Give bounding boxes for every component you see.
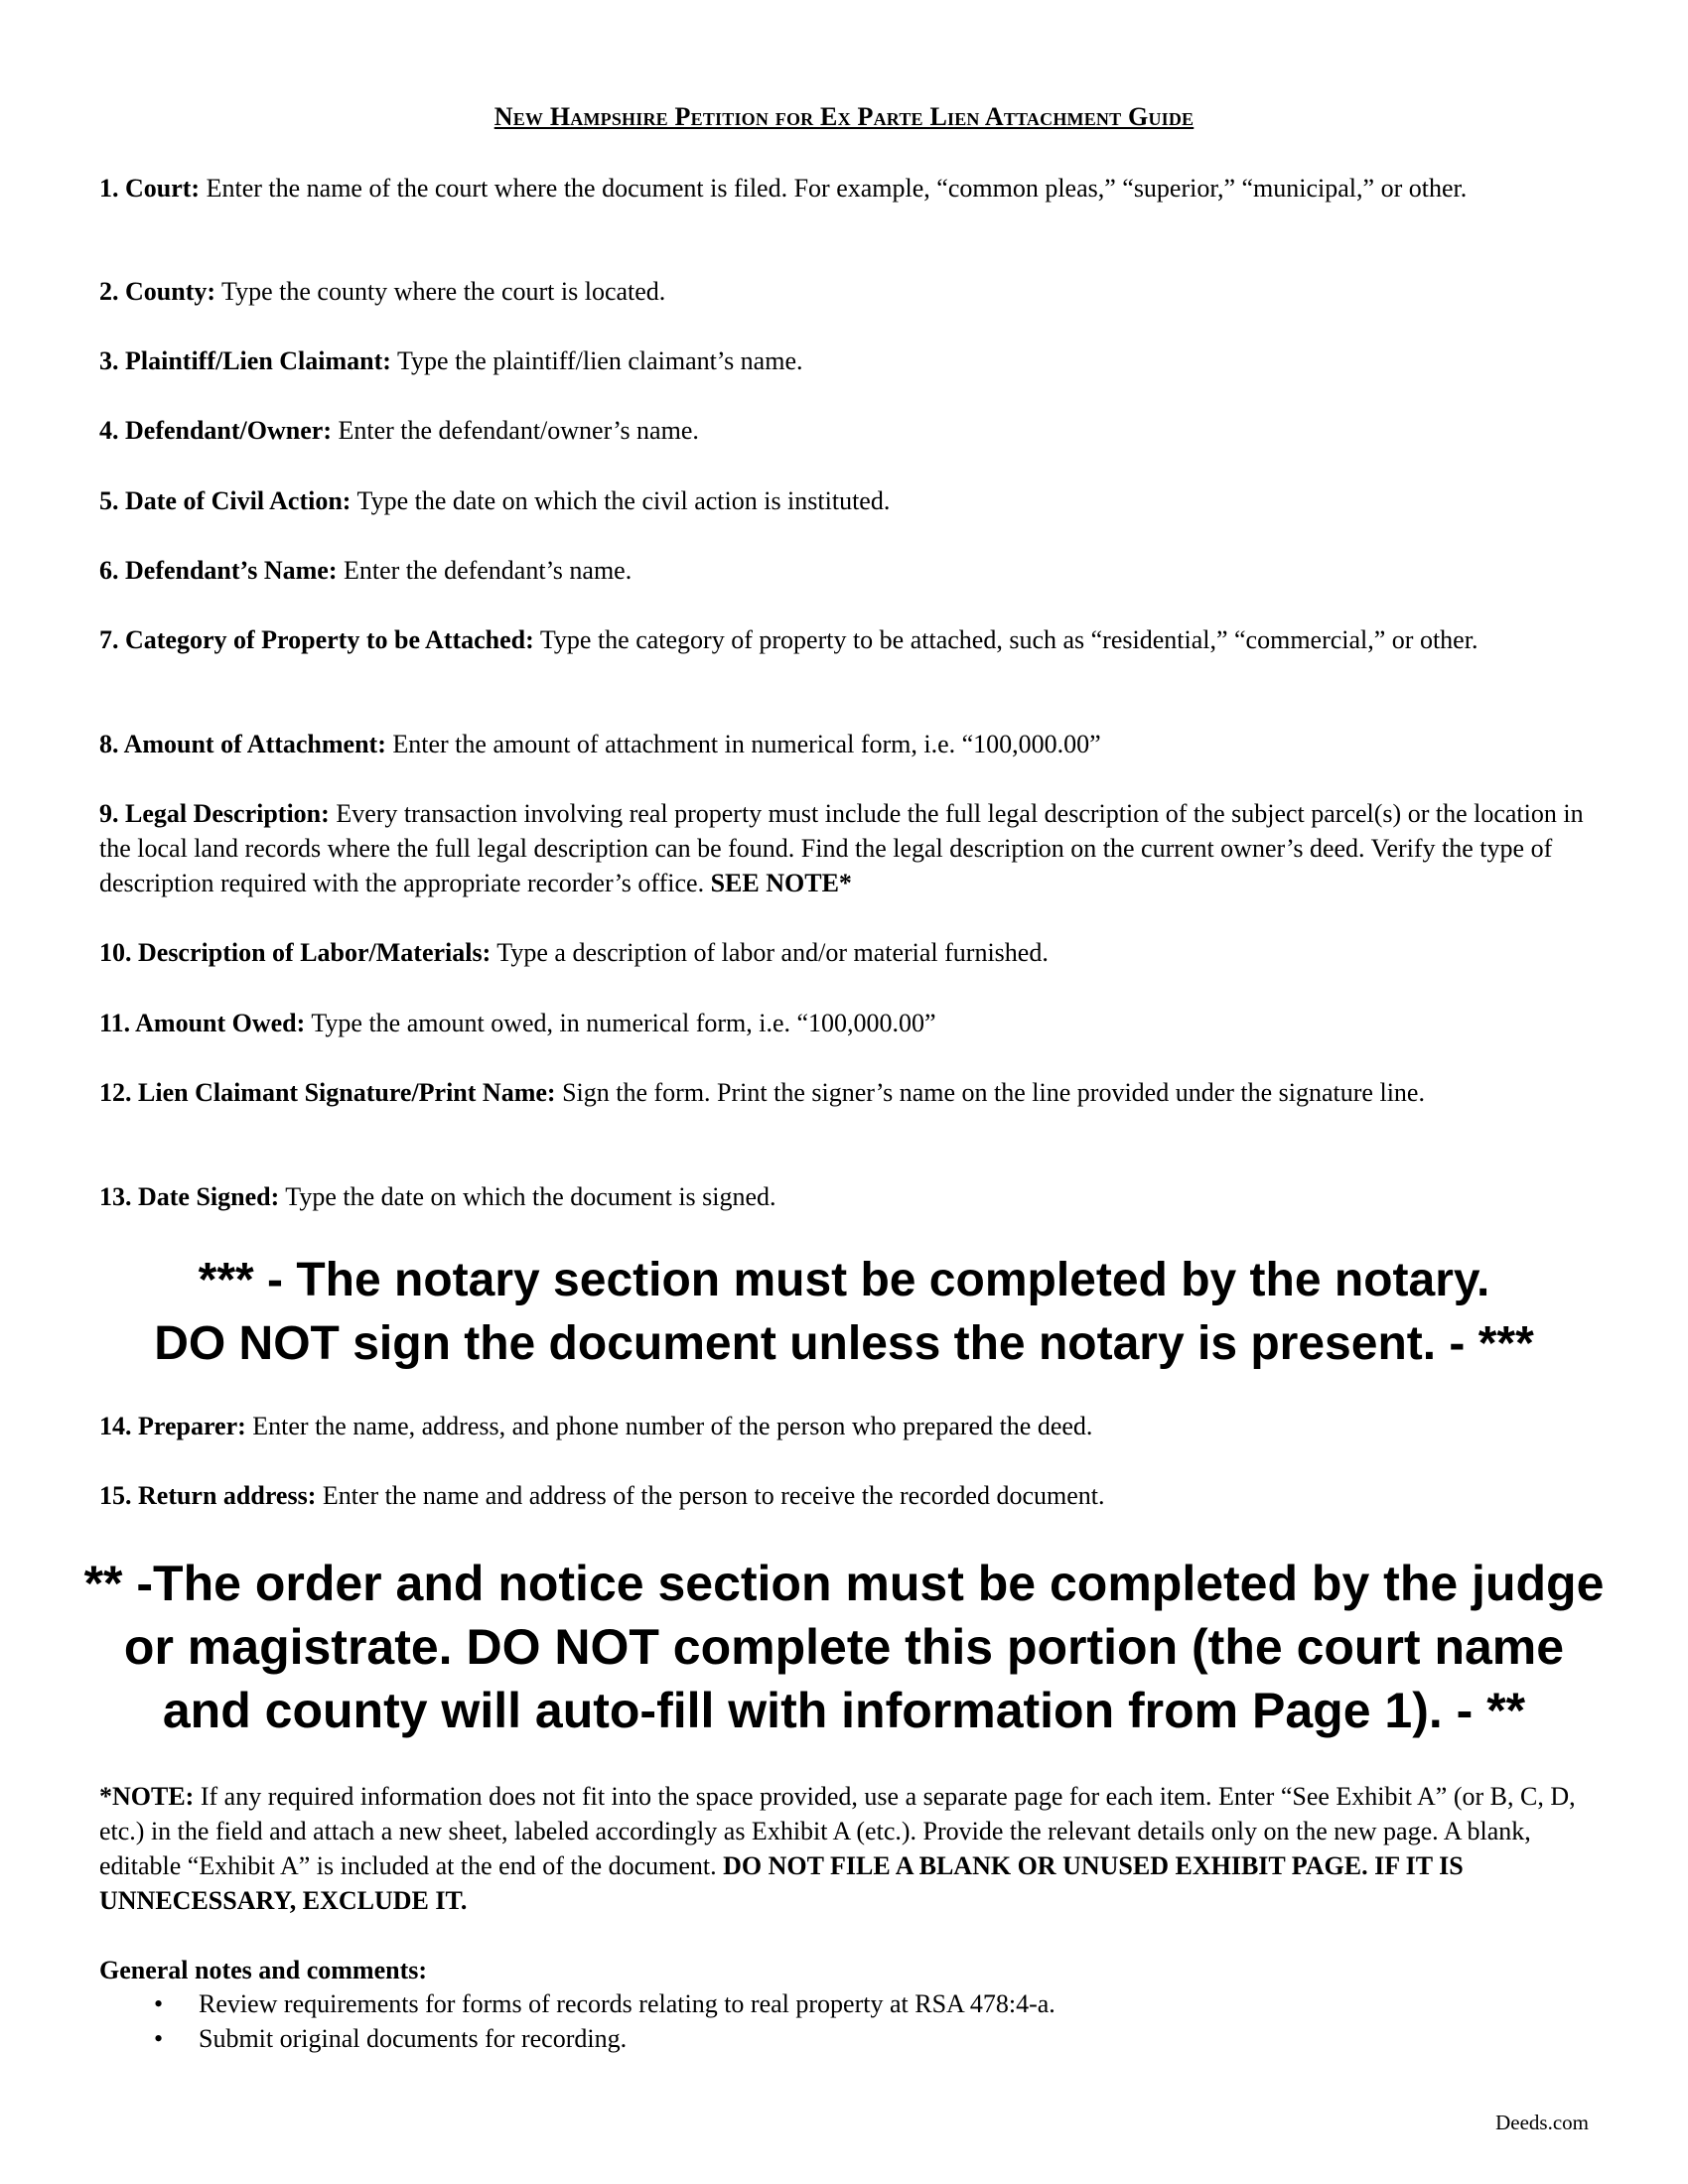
note-label: *NOTE: [99, 1782, 195, 1811]
general-notes-heading: General notes and comments: [99, 1956, 428, 1984]
guide-item-property-category [99, 622, 1589, 657]
guide-item-preparer [99, 1409, 1589, 1443]
item-text: Enter the name, address, and phone number of the person who prepared the deed. [245, 1412, 1093, 1440]
item-text: Every transaction involving real property must include the full legal description of the subject parcel(s) or the location in the local land records where the full legal description can be found. Find the legal description on the current owner’s deed. Verify the type of description required with the appropriate recorder’s office. [99, 799, 1584, 897]
bullet-icon: • [154, 2024, 164, 2053]
item-text: Type the date on which the document is signed. [279, 1182, 776, 1211]
order-notice-warning-banner [60, 1552, 1628, 1742]
item-text: Type the category of property to be attached, such as “residential,” “commercial,” or other. [533, 625, 1478, 654]
item-label: 5. Date of Civil Action: [99, 486, 352, 515]
item-text: Type the date on which the civil action is instituted. [351, 486, 891, 515]
item-label: 13. Date Signed: [99, 1182, 280, 1211]
notary-warning-line-2: DO NOT sign the document unless the notary is present. - *** [154, 1317, 1534, 1370]
item-label: 10. Description of Labor/Materials: [99, 938, 492, 967]
bullet-text: Submit original documents for recording. [199, 2024, 628, 2053]
note-bold-warning: DO NOT FILE A BLANK OR UNUSED EXHIBIT PAGE. IF IT IS UNNECESSARY, EXCLUDE IT. [99, 1851, 1464, 1915]
footer-brand: Deeds.com [1495, 2111, 1589, 2134]
guide-item-return-address [99, 1478, 1589, 1513]
guide-item-county [99, 274, 1589, 309]
guide-item-defendant-owner [99, 413, 1589, 448]
item-label: 11. Amount Owed: [99, 1009, 306, 1037]
guide-item-plaintiff [99, 343, 1589, 378]
item-text: Type a description of labor and/or material furnished. [491, 938, 1049, 967]
list-item [99, 2021, 1589, 2056]
guide-item-date-signed [99, 1179, 1589, 1214]
general-notes-list [99, 1986, 1589, 2056]
item-text: Enter the name and address of the person to receive the recorded document. [316, 1481, 1105, 1510]
guide-item-amount-owed [99, 1006, 1589, 1040]
item-label: 12. Lien Claimant Signature/Print Name: [99, 1078, 556, 1107]
item-text: Enter the name of the court where the document is filed. For example, “common pleas,” “superior,” “municipal,” or other. [200, 174, 1468, 203]
exhibit-note [99, 1779, 1589, 1918]
item-label: 2. County: [99, 277, 216, 306]
item-label: 8. Amount of Attachment: [99, 730, 386, 758]
item-text: Type the amount owed, in numerical form, i.e. “100,000.00” [305, 1009, 936, 1037]
guide-item-legal-description [99, 796, 1589, 900]
notary-warning-banner [60, 1249, 1628, 1376]
item-text: Enter the defendant’s name. [337, 556, 633, 585]
bullet-text: Review requirements for forms of records relating to real property at RSA 478:4-a. [199, 1989, 1055, 2018]
see-note-reference: SEE NOTE* [704, 869, 852, 897]
order-warning-line-2: or magistrate. DO NOT complete this portion (the court name [123, 1619, 1565, 1675]
item-label: 3. Plaintiff/Lien Claimant: [99, 346, 391, 375]
item-label: 6. Defendant’s Name: [99, 556, 338, 585]
guide-item-signature [99, 1075, 1589, 1110]
item-text: Type the county where the court is located. [215, 277, 666, 306]
item-label: 15. Return address: [99, 1481, 317, 1510]
item-label: 14. Preparer: [99, 1412, 246, 1440]
item-text: Sign the form. Print the signer’s name on the line provided under the signature line. [555, 1078, 1425, 1107]
document-title: New Hampshire Petition for Ex Parte Lien Attachment Guide [493, 102, 1195, 131]
order-warning-line-1: ** -The order and notice section must be completed by the judge [83, 1556, 1605, 1611]
notary-warning-line-1: *** - The notary section must be completed by the notary. [198, 1254, 1490, 1306]
note-text: If any required information does not fit into the space provided, use a separate page for each item. Enter “See Exhibit A” (or B, C, D, etc.) in the field and attach a new sheet, labeled accordingly as Exhibit A (etc.). Provide the relevant details only on the new page. A blank, editable “Exhibit A” is included at the end of the document. [99, 1782, 1576, 1880]
item-label: 7. Category of Property to be Attached: [99, 625, 534, 654]
item-text: Enter the defendant/owner’s name. [331, 416, 699, 445]
list-item [99, 1986, 1589, 2021]
guide-item-defendant-name [99, 553, 1589, 588]
item-label: 1. Court: [99, 174, 201, 203]
order-warning-line-3: and county will auto-fill with information from Page 1). - ** [162, 1683, 1526, 1738]
bullet-icon: • [154, 1989, 164, 2018]
guide-item-labor-materials [99, 935, 1589, 970]
guide-item-date-civil-action [99, 483, 1589, 518]
item-label: 4. Defendant/Owner: [99, 416, 332, 445]
item-text: Enter the amount of attachment in numerical form, i.e. “100,000.00” [385, 730, 1101, 758]
guide-item-amount-attachment [99, 727, 1589, 761]
item-text: Type the plaintiff/lien claimant’s name. [390, 346, 803, 375]
item-label: 9. Legal Description: [99, 799, 330, 828]
guide-item-court [99, 171, 1589, 205]
